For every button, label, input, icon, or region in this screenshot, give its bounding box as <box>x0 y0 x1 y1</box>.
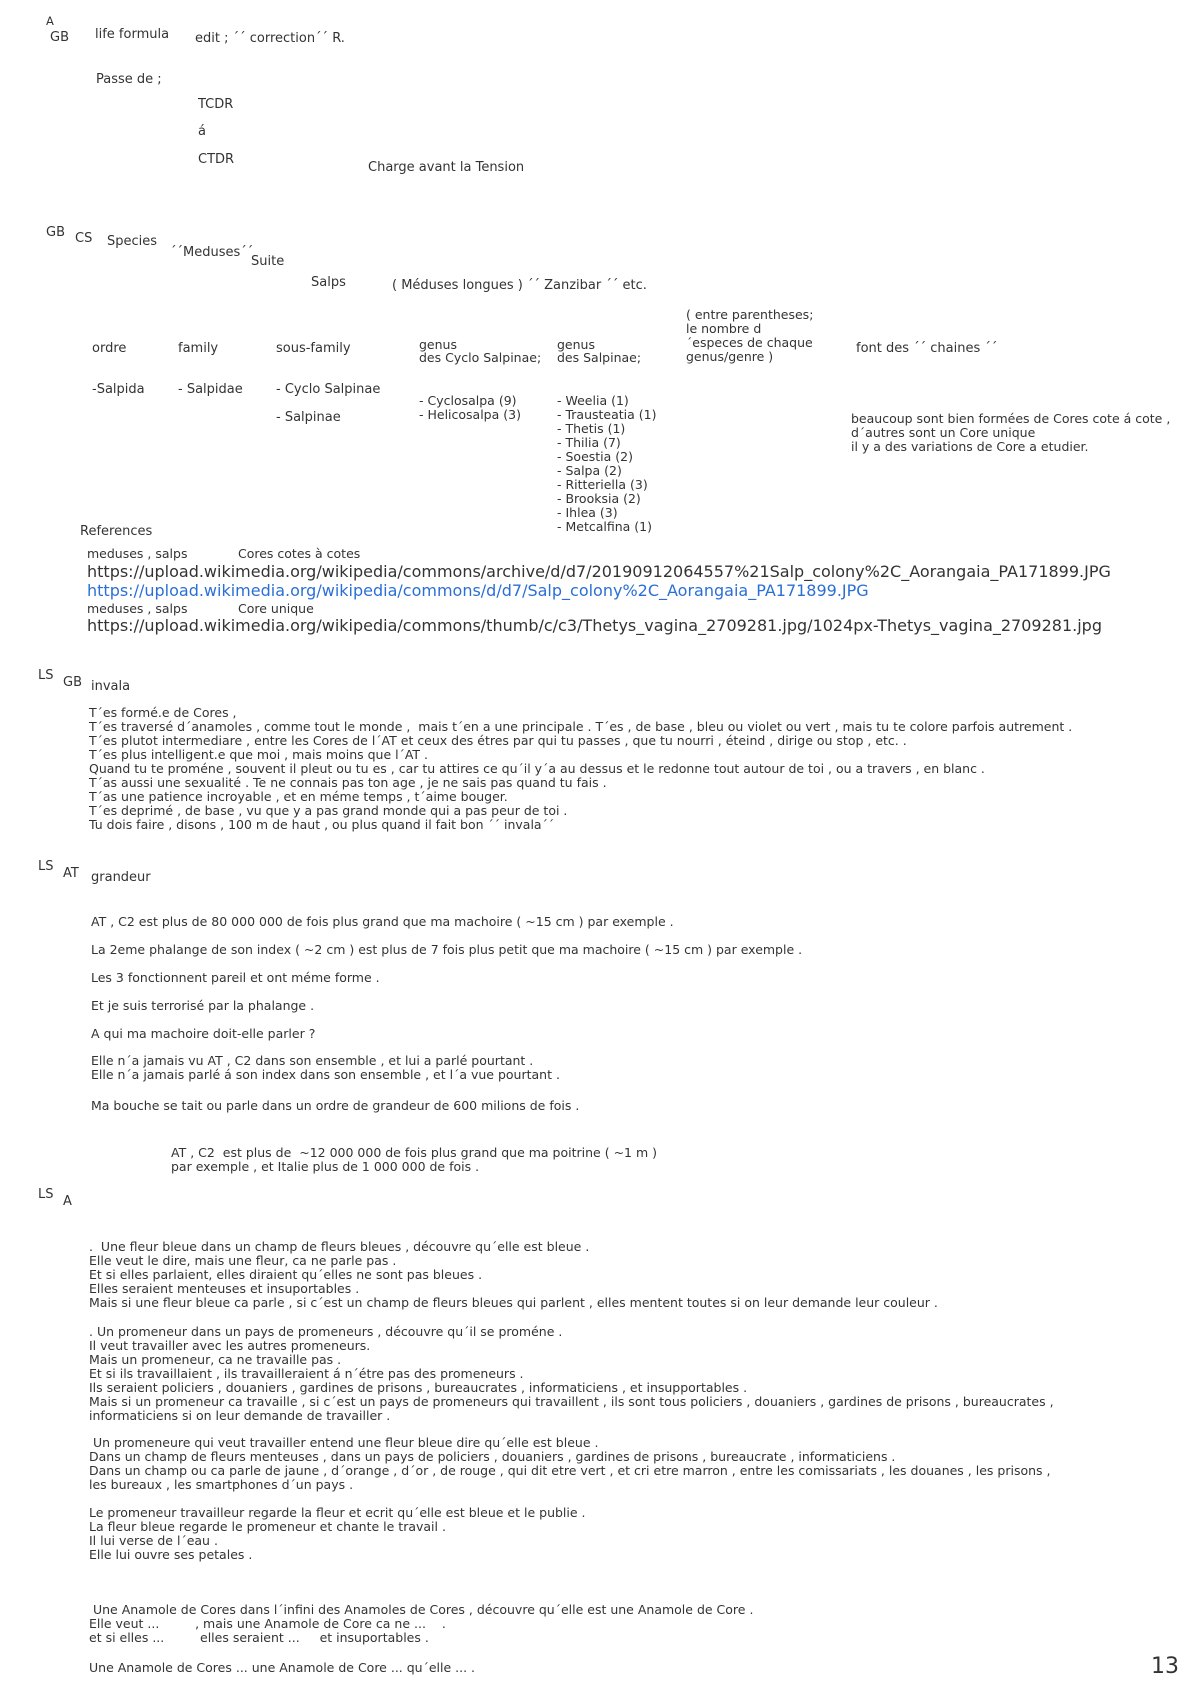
section-a-block2: . Un promeneur dans un pays de promeneurs , découvre qu´il se proméne . Il veut travailler avec les autres promeneurs. Mais un promeneur, ca ne travaille pas . Et si ils travaillaient , ils travailleraient á n´étre pas des promeneurs . Ils seraient policiers , douaniers , gardines de prisons , bureaucrates , informaticiens , et insupportables . Mais si un promeneur ca travaille , si c´est un pays de promeneurs qui travaillent , ils sont tous policiers , douaniers , gardines de prisons , bureaucrates , informaticiens si on leur demande de travailler . <box>89 1324 1054 1423</box>
col-ordre: ordre <box>92 341 127 356</box>
grandeur-p7: Ma bouche se tait ou parle dans un ordre de grandeur de 600 milions de fois . <box>91 1098 580 1113</box>
grandeur-p5: A qui ma machoire doit-elle parler ? <box>91 1026 316 1041</box>
passe-a: á <box>198 124 206 139</box>
section-a-ls: LS <box>38 1187 54 1202</box>
section-a-block6: Une Anamole de Cores ... une Anamole de Core ... qu´elle ... . <box>89 1660 476 1675</box>
grandeur-p8: AT , C2 est plus de ~12 000 000 de fois plus grand que ma poitrine ( ~1 m ) par exemple , et Italie plus de 1 000 000 de fois . <box>171 1145 657 1174</box>
charge-label: Charge avant la Tension <box>368 160 525 175</box>
ref1-tags: meduses , salps <box>87 546 188 561</box>
grandeur-p2: La 2eme phalange de son index ( ~2 cm ) est plus de 7 fois plus petit que ma machoire ( ~15 cm ) par exemple . <box>91 942 803 957</box>
ordre-value: -Salpida <box>92 382 145 397</box>
invala-gb: GB <box>63 675 82 690</box>
references-label: References <box>80 524 153 539</box>
ref2-tags: meduses , salps <box>87 601 188 616</box>
ref-url-thetys: https://upload.wikimedia.org/wikipedia/commons/thumb/c/c3/Thetys_vagina_2709281.jpg/1024px-Thetys_vagina_2709281.jpg <box>87 616 1102 635</box>
sousfamily-salpinae: - Salpinae <box>276 410 341 425</box>
ref2-desc: Core unique <box>238 601 314 616</box>
genus-salpinae-list: - Weelia (1) - Trausteatia (1) - Thetis (1) - Thilia (7) - Soestia (2) - Salpa (2) - Ritteriella (3) - Brooksia (2) - Ihlea (3) - Metcalfina (1) <box>557 393 657 534</box>
cores-note: beaucoup sont bien formées de Cores cote á cote , d´autres sont un Core unique il y a des variations de Core a etudier. <box>851 411 1171 454</box>
family-value: - Salpidae <box>178 382 243 397</box>
passe-to: CTDR <box>198 152 235 167</box>
section-a-block1: . Une fleur bleue dans un champ de fleurs bleues , découvre qu´elle est bleue . Elle veut le dire, mais une fleur, ca ne parle pas . Et si elles parlaient, elles diraient qu´elles ne sont pas bleues . Elles seraient menteuses et insuportables . Mais si une fleur bleue ca parle , si c´est un champ de fleurs bleues qui parlent , elles mentent toutes si on leur demande leur couleur . <box>89 1239 938 1310</box>
grandeur-ls: LS <box>38 859 54 874</box>
ref-url-archive: https://upload.wikimedia.org/wikipedia/commons/archive/d/d7/20190912064557%21Salp_colony%2C_Aorangaia_PA171899.JPG <box>87 562 1111 581</box>
grandeur-p6: Elle n´a jamais vu AT , C2 dans son ensemble , et lui a parlé pourtant . Elle n´a jamais parlé á son index dans son ensemble , et l´a vue pourtant . <box>91 1053 560 1082</box>
invala-ls: LS <box>38 668 54 683</box>
species-cs: CS <box>75 231 93 246</box>
grandeur-title: grandeur <box>91 870 151 885</box>
meduses-label: ´´Meduses´´ <box>170 245 254 260</box>
genus-cyclo-list: - Cyclosalpa (9) - Helicosalpa (3) <box>419 393 521 422</box>
section-a-block3: Un promeneure qui veut travailler entend une fleur bleue dire qu´elle est bleue . Dans un champ de fleurs menteuses , dans un pays de policiers , douaniers , gardines de prisons , bureaucrate , informaticiens . Dans un champ ou ca parle de jaune , d´orange , d´or , de rouge , qui dit etre vert , et cri etre marron , entre les comissariats , les douanes , les prisons , les bureaux , les smartphones d´un pays . <box>89 1435 1051 1492</box>
page-title: life formula <box>95 27 170 42</box>
suite-label: Suite <box>251 254 285 269</box>
header-a-label: A <box>46 14 54 28</box>
section-a-block5: Une Anamole de Cores dans l´infini des Anamoles de Cores , découvre qu´elle est une Anamole de Core . Elle veut ... , mais une Anamole de Core ca ne ... . et si elles ... elles seraient ... et insuportables . <box>89 1602 754 1645</box>
invala-text: T´es formé.e de Cores , T´es traversé d´anamoles , comme tout le monde , mais t´en a une principale . T´es , de base , bleu ou violet ou vert , mais tu te colore parfois autrement . T´es plutot intermediare , entre les Cores de l´AT et ceux des étres par qui tu passes , que tu nourri , éteind , dirige ou stop , etc. . T´es plus intelligent.e que moi , mais moins que l´AT . Quand tu te proméne , souvent il pleut ou tu es , car tu attires ce qu´il y´a au dessus et le redonne tout autour de toi , ou a travers , en blanc . T´as aussi une sexualité . Te ne connais pas ton age , je ne sais pas quand tu fais . T´as une patience incroyable , et en méme temps , t´aime bouger. T´es deprimé , de base , vu que y a pas grand monde qui a pas peur de toi . Tu dois faire , disons , 100 m de haut , ou plus quand il fait bon ´´ invala´´ <box>89 705 1073 832</box>
col-genus-cyclo: genus des Cyclo Salpinae; <box>419 337 542 365</box>
meduses-longues: ( Méduses longues ) ´´ Zanzibar ´´ etc. <box>392 278 647 293</box>
col-sousfamily: sous-family <box>276 341 351 356</box>
section-a-label: A <box>63 1194 72 1209</box>
col-chaines: font des ´´ chaines ´´ <box>856 341 998 356</box>
col-note: ( entre parentheses; le nombre d ´especes de chaque genus/genre ) <box>686 307 814 364</box>
grandeur-p3: Les 3 fonctionnent pareil et ont méme forme . <box>91 970 380 985</box>
invala-title: invala <box>91 679 131 694</box>
passe-from: TCDR <box>198 97 234 112</box>
ref1-desc: Cores cotes à cotes <box>238 546 361 561</box>
ref-url-link[interactable]: https://upload.wikimedia.org/wikipedia/commons/d/d7/Salp_colony%2C_Aorangaia_PA171899.JPG <box>87 581 869 600</box>
species-gb: GB <box>46 225 65 240</box>
section-a-block4: Le promeneur travailleur regarde la fleur et ecrit qu´elle est bleue et le publie . La fleur bleue regarde le promeneur et chante le travail . Il lui verse de l´eau . Elle lui ouvre ses petales . <box>89 1505 586 1562</box>
edit-note: edit ; ´´ correction´´ R. <box>195 31 345 46</box>
col-genus-salpinae: genus des Salpinae; <box>557 337 642 365</box>
salps-label: Salps <box>311 275 346 290</box>
page-number: 13 <box>1151 1654 1179 1679</box>
grandeur-p4: Et je suis terrorisé par la phalange . <box>91 998 315 1013</box>
grandeur-at: AT <box>63 866 79 881</box>
species-label: Species <box>107 234 158 249</box>
col-family: family <box>178 341 219 356</box>
passe-label: Passe de ; <box>96 72 162 87</box>
sousfamily-cyclo: - Cyclo Salpinae <box>276 382 381 397</box>
grandeur-p1: AT , C2 est plus de 80 000 000 de fois plus grand que ma machoire ( ~15 cm ) par exemple . <box>91 914 674 929</box>
header-gb-label: GB <box>50 30 69 45</box>
